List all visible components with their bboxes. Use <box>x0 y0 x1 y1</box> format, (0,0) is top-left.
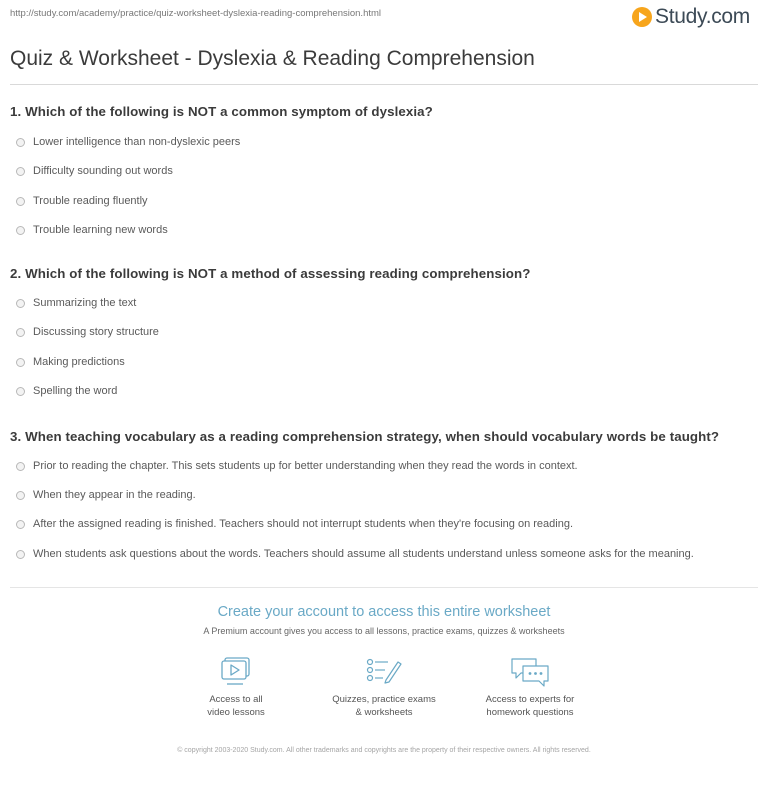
feature-label-line1: Access to all <box>209 694 263 705</box>
video-lessons-icon <box>219 656 253 688</box>
page-title: Quiz & Worksheet - Dyslexia & Reading Comprehension <box>10 47 535 70</box>
feature-quizzes <box>314 656 454 719</box>
answer-label: When they appear in the reading. <box>33 489 196 501</box>
feature-label-line2: video lessons <box>207 707 265 718</box>
answer-option[interactable] <box>10 548 694 560</box>
create-account-link[interactable]: Create your account to access this entire worksheet <box>217 604 551 620</box>
radio-button[interactable] <box>16 358 25 367</box>
answer-label: Summarizing the text <box>33 297 137 309</box>
radio-button[interactable] <box>16 520 25 529</box>
answer-option[interactable] <box>10 195 148 207</box>
question-text: 2. Which of the following is NOT a method of assessing reading comprehension? <box>10 266 531 281</box>
answer-option[interactable] <box>10 385 117 397</box>
question-3 <box>10 429 758 560</box>
answer-option[interactable] <box>10 489 196 501</box>
feature-video-lessons <box>166 656 306 719</box>
chat-bubbles-icon <box>509 656 551 688</box>
answer-label: Making predictions <box>33 356 125 368</box>
answer-label: When students ask questions about the words. Teachers should assume all students understand unless someone asks for the meaning. <box>33 548 694 560</box>
answer-option[interactable] <box>10 326 159 338</box>
quiz-checklist-icon <box>364 656 404 688</box>
answer-option[interactable] <box>10 297 136 309</box>
radio-button[interactable] <box>16 197 25 206</box>
radio-button[interactable] <box>16 491 25 500</box>
answer-label: After the assigned reading is finished. Teachers should not interrupt students when they're focusing on reading. <box>33 518 574 530</box>
feature-label-line2: & worksheets <box>355 707 413 718</box>
answer-option[interactable] <box>10 224 168 236</box>
logo-text: Study.com <box>655 5 750 28</box>
answer-label: Spelling the word <box>33 385 118 397</box>
question-text: 3. When teaching vocabulary as a reading comprehension strategy, when should vocabulary words be taught? <box>10 429 720 444</box>
question-2 <box>10 266 758 397</box>
study-logo[interactable] <box>632 4 750 30</box>
answer-label: Trouble learning new words <box>33 224 168 236</box>
answer-option[interactable] <box>10 518 573 530</box>
feature-label-line2: homework questions <box>486 707 574 718</box>
answer-label: Discussing story structure <box>33 326 159 338</box>
promo-subtitle: A Premium account gives you access to all lessons, practice exams, quizzes & worksheets <box>203 626 565 636</box>
radio-button[interactable] <box>16 167 25 176</box>
page-url: http://study.com/academy/practice/quiz-worksheet-dyslexia-reading-comprehension.html <box>10 8 382 19</box>
answer-option[interactable] <box>10 460 578 472</box>
radio-button[interactable] <box>16 299 25 308</box>
section-divider <box>10 587 758 588</box>
question-1 <box>10 104 758 236</box>
title-divider <box>10 84 758 85</box>
answer-label: Prior to reading the chapter. This sets students up for better understanding when they read the words in context. <box>33 460 578 472</box>
answer-option[interactable] <box>10 356 125 368</box>
answer-label: Difficulty sounding out words <box>33 165 173 177</box>
radio-button[interactable] <box>16 226 25 235</box>
question-text: 1. Which of the following is NOT a common symptom of dyslexia? <box>10 104 433 119</box>
answer-option[interactable] <box>10 136 240 148</box>
answer-option[interactable] <box>10 165 173 177</box>
radio-button[interactable] <box>16 462 25 471</box>
radio-button[interactable] <box>16 387 25 396</box>
feature-label-line1: Quizzes, practice exams <box>332 694 436 705</box>
feature-label-line1: Access to experts for <box>485 694 575 705</box>
feature-experts <box>460 656 600 719</box>
answer-label: Lower intelligence than non-dyslexic peers <box>33 136 241 148</box>
copyright-notice: © copyright 2003-2020 Study.com. All other trademarks and copyrights are the property of their respective owners. All rights reserved. <box>177 747 591 754</box>
play-logo-icon <box>632 7 652 27</box>
radio-button[interactable] <box>16 328 25 337</box>
answer-label: Trouble reading fluently <box>33 195 148 207</box>
radio-button[interactable] <box>16 138 25 147</box>
radio-button[interactable] <box>16 550 25 559</box>
